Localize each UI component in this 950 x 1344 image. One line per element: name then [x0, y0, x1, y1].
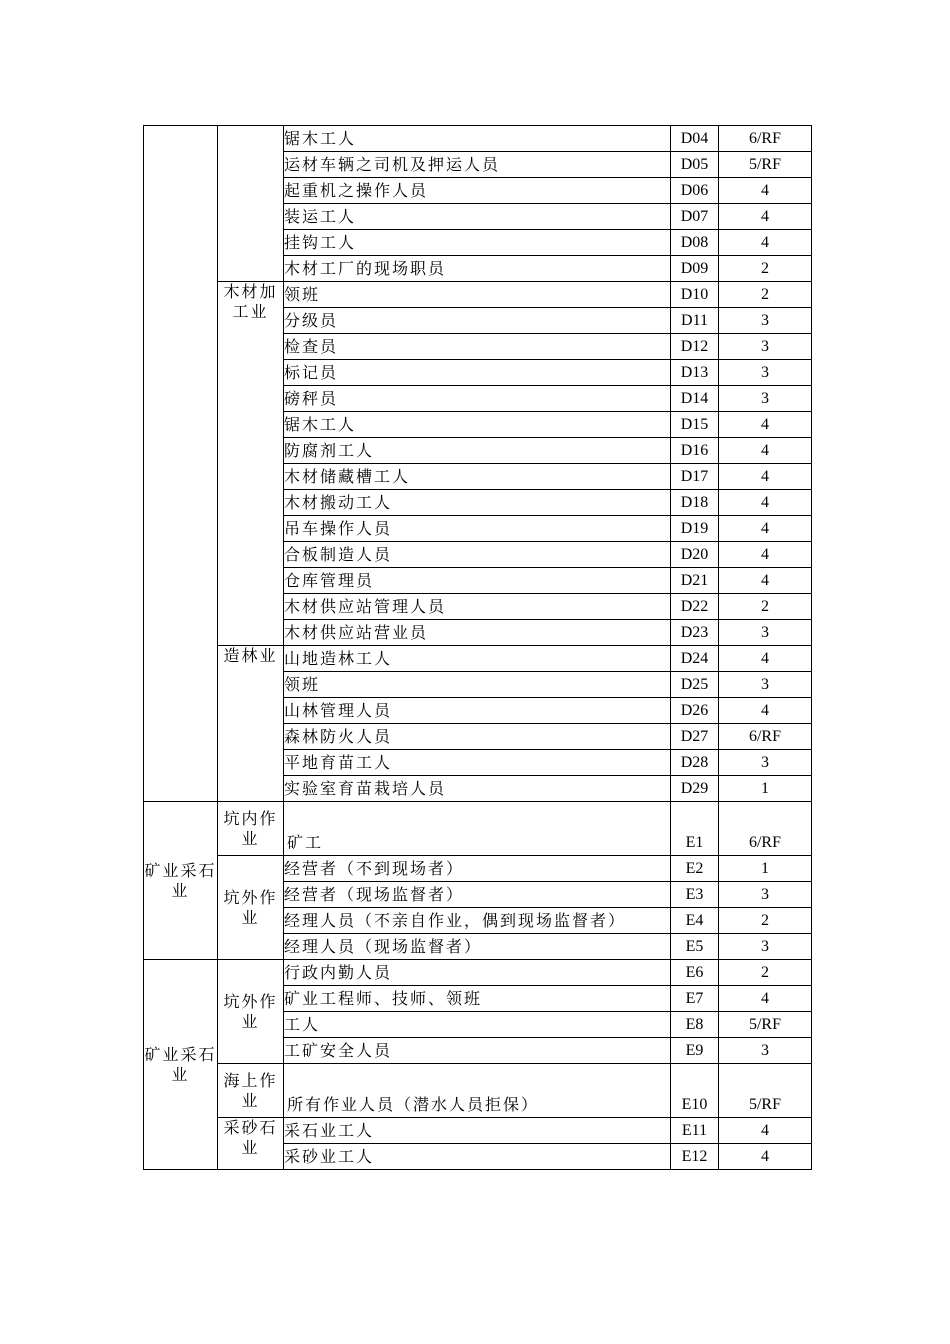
occupation-code-cell: E11	[671, 1118, 719, 1144]
occupation-name-cell: 经理人员（现场监督者）	[284, 934, 671, 960]
occupation-code-cell: D14	[671, 386, 719, 412]
occupation-code-cell: D12	[671, 334, 719, 360]
risk-class-cell: 4	[719, 1118, 812, 1144]
occupation-code-cell: D10	[671, 282, 719, 308]
occupation-name-cell: 采石业工人	[284, 1118, 671, 1144]
occupation-code-cell: D08	[671, 230, 719, 256]
risk-class-cell: 3	[719, 672, 812, 698]
occupation-code-cell: D21	[671, 568, 719, 594]
risk-class-cell: 4	[719, 986, 812, 1012]
occupation-code-cell: D06	[671, 178, 719, 204]
risk-class-cell: 3	[719, 360, 812, 386]
risk-class-cell: 4	[719, 568, 812, 594]
occupation-name-cell: 运材车辆之司机及押运人员	[284, 152, 671, 178]
occupation-code-cell: D09	[671, 256, 719, 282]
occupation-code-cell: E12	[671, 1144, 719, 1170]
occupation-name-cell: 锯木工人	[284, 412, 671, 438]
occupation-name-cell: 矿工	[284, 802, 671, 856]
subcategory-wood-processing: 木材加工业	[218, 282, 284, 646]
risk-class-cell: 4	[719, 542, 812, 568]
occupation-name-cell: 木材供应站管理人员	[284, 594, 671, 620]
risk-class-cell: 1	[719, 856, 812, 882]
occupation-code-cell: D11	[671, 308, 719, 334]
industry-cell-forestry	[144, 126, 218, 802]
occupation-code-cell: E5	[671, 934, 719, 960]
risk-class-cell: 2	[719, 908, 812, 934]
occupation-code-cell: D23	[671, 620, 719, 646]
occupation-name-cell: 磅秤员	[284, 386, 671, 412]
occupation-name-cell: 起重机之操作人员	[284, 178, 671, 204]
occupation-name-cell: 所有作业人员（潜水人员拒保）	[284, 1064, 671, 1118]
risk-class-cell: 5/RF	[719, 1012, 812, 1038]
occupation-code-cell: E3	[671, 882, 719, 908]
occupation-name-cell: 锯木工人	[284, 126, 671, 152]
occupation-name-cell: 标记员	[284, 360, 671, 386]
table-row	[144, 1064, 812, 1118]
risk-class-cell: 6/RF	[719, 802, 812, 856]
risk-class-cell: 4	[719, 230, 812, 256]
occupation-code-cell: E2	[671, 856, 719, 882]
occupation-code-cell: D29	[671, 776, 719, 802]
occupation-code-cell: D26	[671, 698, 719, 724]
risk-class-cell: 3	[719, 882, 812, 908]
occupation-code-cell: D05	[671, 152, 719, 178]
risk-class-cell: 3	[719, 750, 812, 776]
occupation-code-cell: D13	[671, 360, 719, 386]
occupation-name-cell: 合板制造人员	[284, 542, 671, 568]
risk-class-cell: 3	[719, 1038, 812, 1064]
risk-class-cell: 3	[719, 620, 812, 646]
occupation-name-cell: 检查员	[284, 334, 671, 360]
occupation-code-cell: E1	[671, 802, 719, 856]
risk-class-cell: 6/RF	[719, 724, 812, 750]
occupation-name-cell: 木材工厂的现场职员	[284, 256, 671, 282]
occupation-class-table	[143, 125, 812, 1170]
risk-class-cell: 2	[719, 256, 812, 282]
risk-class-cell: 4	[719, 438, 812, 464]
risk-class-cell: 4	[719, 204, 812, 230]
risk-class-cell: 3	[719, 934, 812, 960]
occupation-name-cell: 矿业工程师、技师、领班	[284, 986, 671, 1012]
subcategory-underground: 坑内作业	[218, 802, 284, 856]
risk-class-cell: 5/RF	[719, 1064, 812, 1118]
risk-class-cell: 1	[719, 776, 812, 802]
occupation-code-cell: D20	[671, 542, 719, 568]
occupation-name-cell: 木材储藏槽工人	[284, 464, 671, 490]
table-row	[144, 856, 812, 882]
occupation-name-cell: 经营者（现场监督者）	[284, 882, 671, 908]
table-row	[144, 126, 812, 152]
occupation-name-cell: 森林防火人员	[284, 724, 671, 750]
risk-class-cell: 4	[719, 646, 812, 672]
occupation-name-cell: 山地造林工人	[284, 646, 671, 672]
occupation-code-cell: D24	[671, 646, 719, 672]
occupation-name-cell: 行政内勤人员	[284, 960, 671, 986]
occupation-name-cell: 挂钩工人	[284, 230, 671, 256]
occupation-code-cell: E8	[671, 1012, 719, 1038]
risk-class-cell: 4	[719, 464, 812, 490]
risk-class-cell: 3	[719, 308, 812, 334]
industry-mining-quarrying-a: 矿业采石业	[144, 802, 218, 960]
industry-mining-quarrying-b: 矿业采石业	[144, 960, 218, 1170]
table-row	[144, 802, 812, 856]
occupation-name-cell: 采砂业工人	[284, 1144, 671, 1170]
occupation-name-cell: 经营者（不到现场者）	[284, 856, 671, 882]
occupation-name-cell: 装运工人	[284, 204, 671, 230]
occupation-name-cell: 分级员	[284, 308, 671, 334]
risk-class-cell: 4	[719, 1144, 812, 1170]
risk-class-cell: 3	[719, 334, 812, 360]
occupation-code-cell: D16	[671, 438, 719, 464]
occupation-name-cell: 山林管理人员	[284, 698, 671, 724]
occupation-name-cell: 工人	[284, 1012, 671, 1038]
table-row	[144, 1118, 812, 1144]
risk-class-cell: 4	[719, 490, 812, 516]
subcategory-cell-logging	[218, 126, 284, 282]
subcategory-surface-b: 坑外作业	[218, 960, 284, 1064]
risk-class-cell: 2	[719, 960, 812, 986]
occupation-name-cell: 工矿安全人员	[284, 1038, 671, 1064]
occupation-name-cell: 木材供应站营业员	[284, 620, 671, 646]
occupation-code-cell: E4	[671, 908, 719, 934]
occupation-code-cell: D27	[671, 724, 719, 750]
risk-class-cell: 4	[719, 698, 812, 724]
occupation-code-cell: E10	[671, 1064, 719, 1118]
subcategory-afforestation: 造林业	[218, 646, 284, 802]
occupation-name-cell: 防腐剂工人	[284, 438, 671, 464]
subcategory-offshore: 海上作业	[218, 1064, 284, 1118]
occupation-code-cell: D15	[671, 412, 719, 438]
table-row	[144, 646, 812, 672]
occupation-code-cell: D04	[671, 126, 719, 152]
risk-class-cell: 4	[719, 516, 812, 542]
occupation-name-cell: 平地育苗工人	[284, 750, 671, 776]
occupation-name-cell: 领班	[284, 282, 671, 308]
occupation-name-cell: 经理人员（不亲自作业，偶到现场监督者）	[284, 908, 671, 934]
subcategory-surface-a: 坑外作业	[218, 856, 284, 960]
occupation-name-cell: 实验室育苗栽培人员	[284, 776, 671, 802]
occupation-code-cell: D17	[671, 464, 719, 490]
occupation-name-cell: 木材搬动工人	[284, 490, 671, 516]
occupation-code-cell: D19	[671, 516, 719, 542]
risk-class-cell: 4	[719, 178, 812, 204]
occupation-name-cell: 吊车操作人员	[284, 516, 671, 542]
table-row	[144, 960, 812, 986]
subcategory-sand-stone: 采砂石业	[218, 1118, 284, 1170]
occupation-code-cell: D07	[671, 204, 719, 230]
occupation-name-cell: 仓库管理员	[284, 568, 671, 594]
risk-class-cell: 2	[719, 282, 812, 308]
risk-class-cell: 4	[719, 412, 812, 438]
occupation-code-cell: D18	[671, 490, 719, 516]
occupation-name-cell: 领班	[284, 672, 671, 698]
occupation-code-cell: E9	[671, 1038, 719, 1064]
risk-class-cell: 6/RF	[719, 126, 812, 152]
occupation-code-cell: D25	[671, 672, 719, 698]
occupation-code-cell: D28	[671, 750, 719, 776]
risk-class-cell: 5/RF	[719, 152, 812, 178]
occupation-code-cell: E6	[671, 960, 719, 986]
occupation-code-cell: D22	[671, 594, 719, 620]
risk-class-cell: 3	[719, 386, 812, 412]
table-row	[144, 282, 812, 308]
risk-class-cell: 2	[719, 594, 812, 620]
occupation-code-cell: E7	[671, 986, 719, 1012]
